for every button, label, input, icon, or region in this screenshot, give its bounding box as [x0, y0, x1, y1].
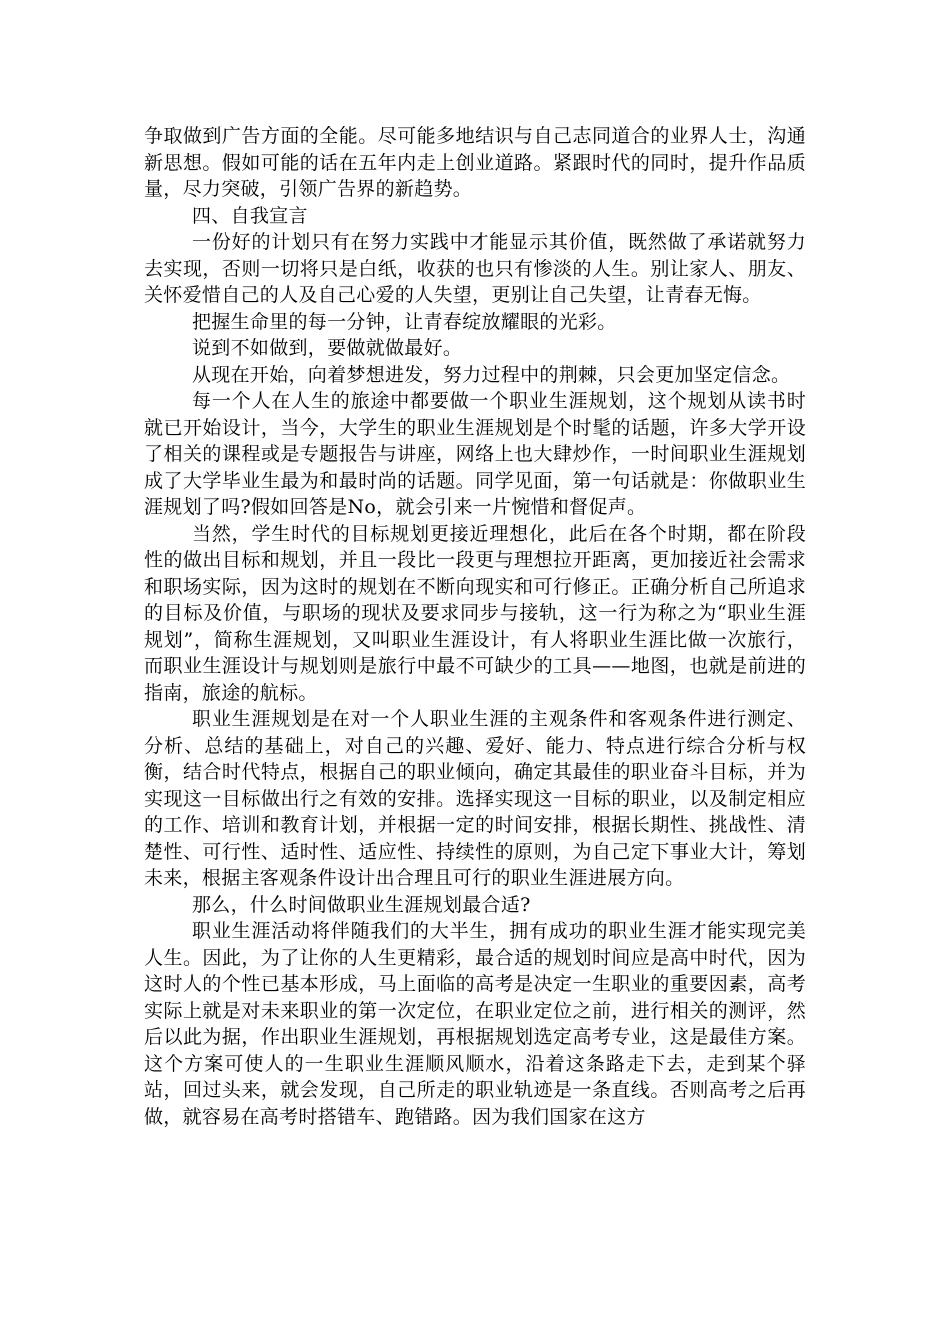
paragraph-5: 说到不如做到，要做就做最好。	[192, 337, 463, 359]
paragraph-10: 那么，什么时间做职业生涯规划最合适?	[192, 893, 531, 916]
section-heading-self-declaration: 四、自我宣言	[192, 204, 308, 227]
paragraph-8: 当然，学生时代的目标规划更接近理想化，此后在各个时期，都在阶段性的做出目标和规划，并且一段比一段更与理想拉开距离，更加接近社会需求和职场实际，因为这时的规划在不断向现实和可行修正。正确分析自己所追求的目标及价值，与职场的现状及要求同步与接轨，这一行为称之为“职业生涯规划”，简称生涯规划，又叫职业生涯设计，有人将职业生涯比做一次旅行，而职业生涯设计与规划则是旅行中最不可缺少的工具——地图，也就是前进的指南，旅途的航标。	[144, 522, 806, 704]
paragraph-6: 从现在开始，向着梦想进发，努力过程中的荆棘，只会更加坚定信念。	[192, 363, 791, 386]
paragraph-1: 争取做到广告方面的全能。尽可能多地结识与自己志同道合的业界人士，沟通新思想。假如可能的话在五年内走上创业道路。紧跟时代的同时，提升作品质量，尽力突破，引领广告界的新趋势。	[144, 125, 806, 200]
paragraph-7: 每一个人在人生的旅途中都要做一个职业生涯规划，这个规划从读书时就已开始设计，当今，大学生的职业生涯规划是个时髦的话题，许多大学开设了相关的课程或是专题报告与讲座，网络上也大肆炒作，一时间职业生涯规划成了大学毕业生最为和最时尚的话题。同学见面，第一句话就是：你做职业生涯规划了吗?假如回答是No，就会引来一片惋惜和督促声。	[144, 390, 806, 518]
paragraph-4: 把握生命里的每一分钟，让青春绽放耀眼的光彩。	[192, 310, 617, 333]
document-body	[144, 123, 806, 1130]
paragraph-11: 职业生涯活动将伴随我们的大半生，拥有成功的职业生涯才能实现完美人生。因此，为了让你的人生更精彩，最合适的规划时间应是高中时代，因为这时人的个性已基本形成，马上面临的高考是决定一生职业的重要因素，高考实际上就是对未来职业的第一次定位，在职业定位之前，进行相关的测评，然后以此为据，作出职业生涯规划，再根据规划选定高考专业，这是最佳方案。这个方案可使人的一生职业生涯顺风顺水，沿着这条路走下去，走到某个驿站，回过头来，就会发现，自己所走的职业轨迹是一条直线。否则高考之后再做，就容易在高考时搭错车、跑错路。因为我们国家在这方	[144, 920, 806, 1128]
paragraph-3: 一份好的计划只有在努力实践中才能显示其价值，既然做了承诺就努力去实现，否则一切将只是白纸，收获的也只有惨淡的人生。别让家人、朋友、关怀爱惜自己的人及自己心爱的人失望，更别让自己失望，让青春无悔。	[144, 231, 806, 306]
paragraph-9: 职业生涯规划是在对一个人职业生涯的主观条件和客观条件进行测定、分析、总结的基础上，对自己的兴趣、爱好、能力、特点进行综合分析与权衡，结合时代特点，根据自己的职业倾向，确定其最佳的职业奋斗目标，并为实现这一目标做出行之有效的安排。选择实现这一目标的职业，以及制定相应的工作、培训和教育计划，并根据一定的时间安排，根据长期性、挑战性、清楚性、可行性、适时性、适应性、持续性的原则，为自己定下事业大计，筹划未来，根据主客观条件设计出合理且可行的职业生涯进展方向。	[144, 708, 806, 889]
